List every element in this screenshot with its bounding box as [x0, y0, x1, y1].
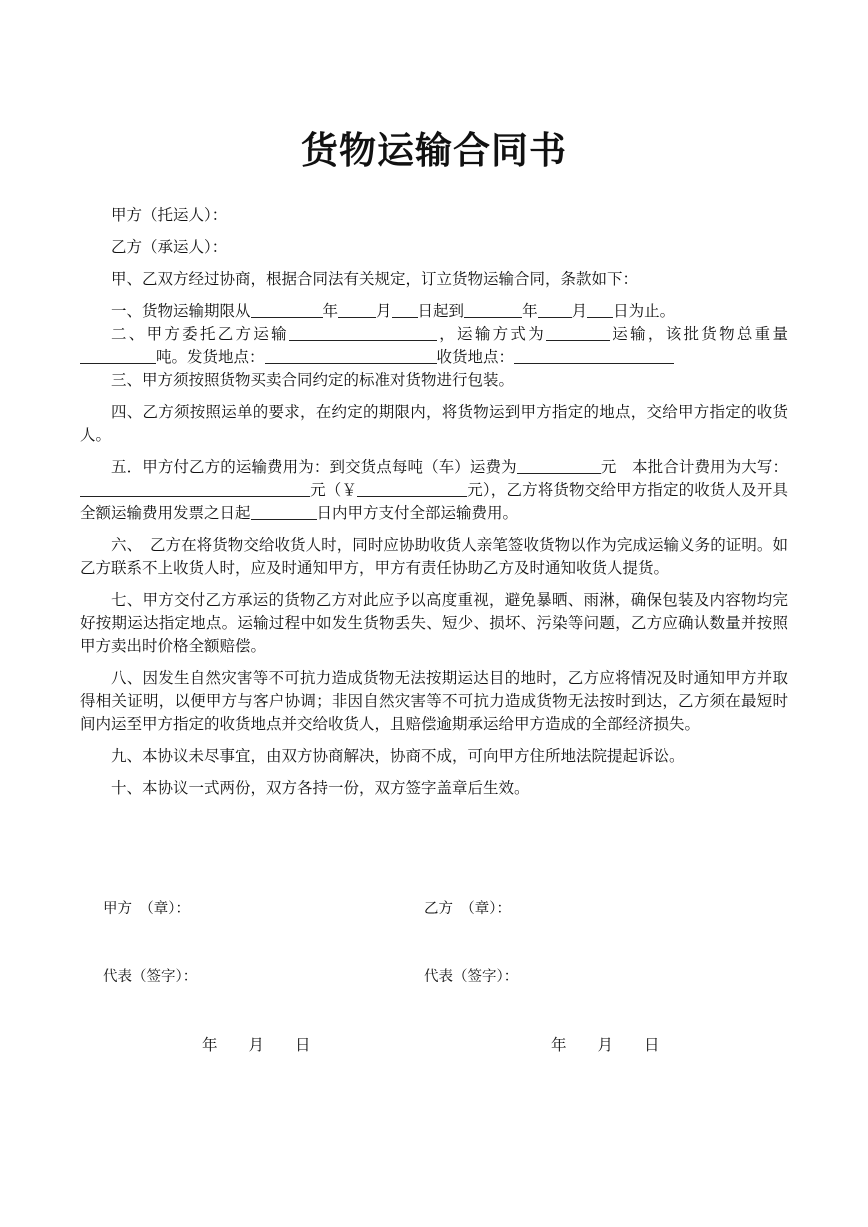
- blank-field: [80, 480, 310, 497]
- blank-field: [392, 301, 418, 318]
- blank-field: [289, 324, 437, 341]
- blank-field: [464, 301, 522, 318]
- clause-1-text-f: 月: [571, 302, 588, 320]
- clause-2-text-e: 收货地点：: [436, 348, 515, 366]
- clause-1-text-a: 一、货物运输期限从: [111, 302, 251, 320]
- clause-2-text-c: 运输，该批货物总重量: [610, 325, 788, 343]
- party-a-representative-label: 代表（签字）：: [103, 969, 198, 985]
- clause-5-text-d: 元），乙方将货物交给甲方指定的收货人及开具全额运输费用发票之日起: [80, 481, 788, 522]
- clause-5: [80, 456, 788, 525]
- clause-9: 九、本协议未尽事宜，由双方协商解决，协商不成，可向甲方住所地法院提起诉讼。: [111, 747, 685, 765]
- clause-8: 八、因发生自然灾害等不可抗力造成货物无法按期运达目的地时，乙方应将情况及时通知甲方并取得相关证明，以便甲方与客户协调；非因自然灾害等不可抗力造成货物无法按时到达，乙方须在最短时间内运至甲方指定的收货地点并交给收货人，且赔偿逾期承运给甲方造成的全部经济损失。: [80, 669, 788, 733]
- clause-2-text-d: 吨。发货地点：: [156, 348, 265, 366]
- blank-field: [265, 347, 437, 364]
- clause-5-text-b: 元 本批合计费用为大写：: [600, 458, 788, 476]
- party-b-line: 乙方（承运人）：: [111, 238, 228, 256]
- clause-2-text-b: ，运输方式为: [436, 325, 547, 343]
- party-b-seal-label: 乙方 （章）：: [424, 901, 511, 917]
- party-a-date: 年 月 日: [202, 1036, 311, 1054]
- party-a-line: 甲方（托运人）：: [111, 206, 228, 224]
- clause-6: 六、 乙方在将货物交给收货人时，同时应协助收货人亲笔签收货物以作为完成运输义务的证明。如乙方联系不上收货人时，应及时通知甲方，甲方有责任协助乙方及时通知收货人提货。: [80, 536, 788, 577]
- blank-field: [251, 503, 317, 520]
- blank-field: [251, 301, 323, 318]
- clause-2-text-a: 二、甲方委托乙方运输: [111, 325, 289, 343]
- clause-1-text-g: 日为止。: [613, 302, 676, 320]
- clause-1-text-e: 年: [522, 302, 538, 320]
- clause-1-text-d: 日起到: [417, 302, 465, 320]
- blank-field: [546, 324, 610, 341]
- clause-2: [80, 323, 788, 369]
- contract-body: [80, 204, 788, 809]
- blank-field: [357, 480, 467, 497]
- clause-5-text-c: 元（￥: [310, 481, 358, 499]
- party-a-seal-label: 甲方 （章）：: [103, 901, 190, 917]
- clause-10: 十、本协议一式两份，双方各持一份，双方签字盖章后生效。: [111, 779, 530, 797]
- blank-field: [517, 457, 601, 474]
- clause-1-text-b: 年: [322, 302, 339, 320]
- document-title: 货物运输合同书: [301, 129, 567, 172]
- blank-field: [514, 347, 674, 364]
- clause-5-text-e: 日内甲方支付全部运输费用。: [316, 504, 519, 522]
- clause-1: [80, 300, 788, 323]
- clause-4: 四、乙方须按照运单的要求，在约定的期限内，将货物运到甲方指定的地点，交给甲方指定的收货人。: [80, 403, 788, 444]
- blank-field: [338, 301, 376, 318]
- clause-3: 三、甲方须按照货物买卖合同约定的标准对货物进行包装。: [111, 371, 515, 389]
- blank-field: [538, 301, 572, 318]
- blank-field: [80, 347, 156, 364]
- clause-7: 七、甲方交付乙方承运的货物乙方对此应予以高度重视，避免暴晒、雨淋，确保包装及内容物均完好按期运达指定地点。运输过程中如发生货物丢失、短少、损坏、污染等问题，乙方应确认数量并按照甲方卖出时价格全额赔偿。: [80, 591, 788, 655]
- clause-5-text-a: 五．甲方付乙方的运输费用为：到交货点每吨（车）运费为: [111, 458, 517, 476]
- party-b-representative-label: 代表（签字）：: [424, 969, 519, 985]
- clause-1-text-c: 月: [376, 302, 392, 320]
- blank-field: [587, 301, 613, 318]
- intro-paragraph: 甲、乙双方经过协商，根据合同法有关规定，订立货物运输合同，条款如下：: [111, 270, 639, 288]
- party-b-date: 年 月 日: [551, 1036, 660, 1054]
